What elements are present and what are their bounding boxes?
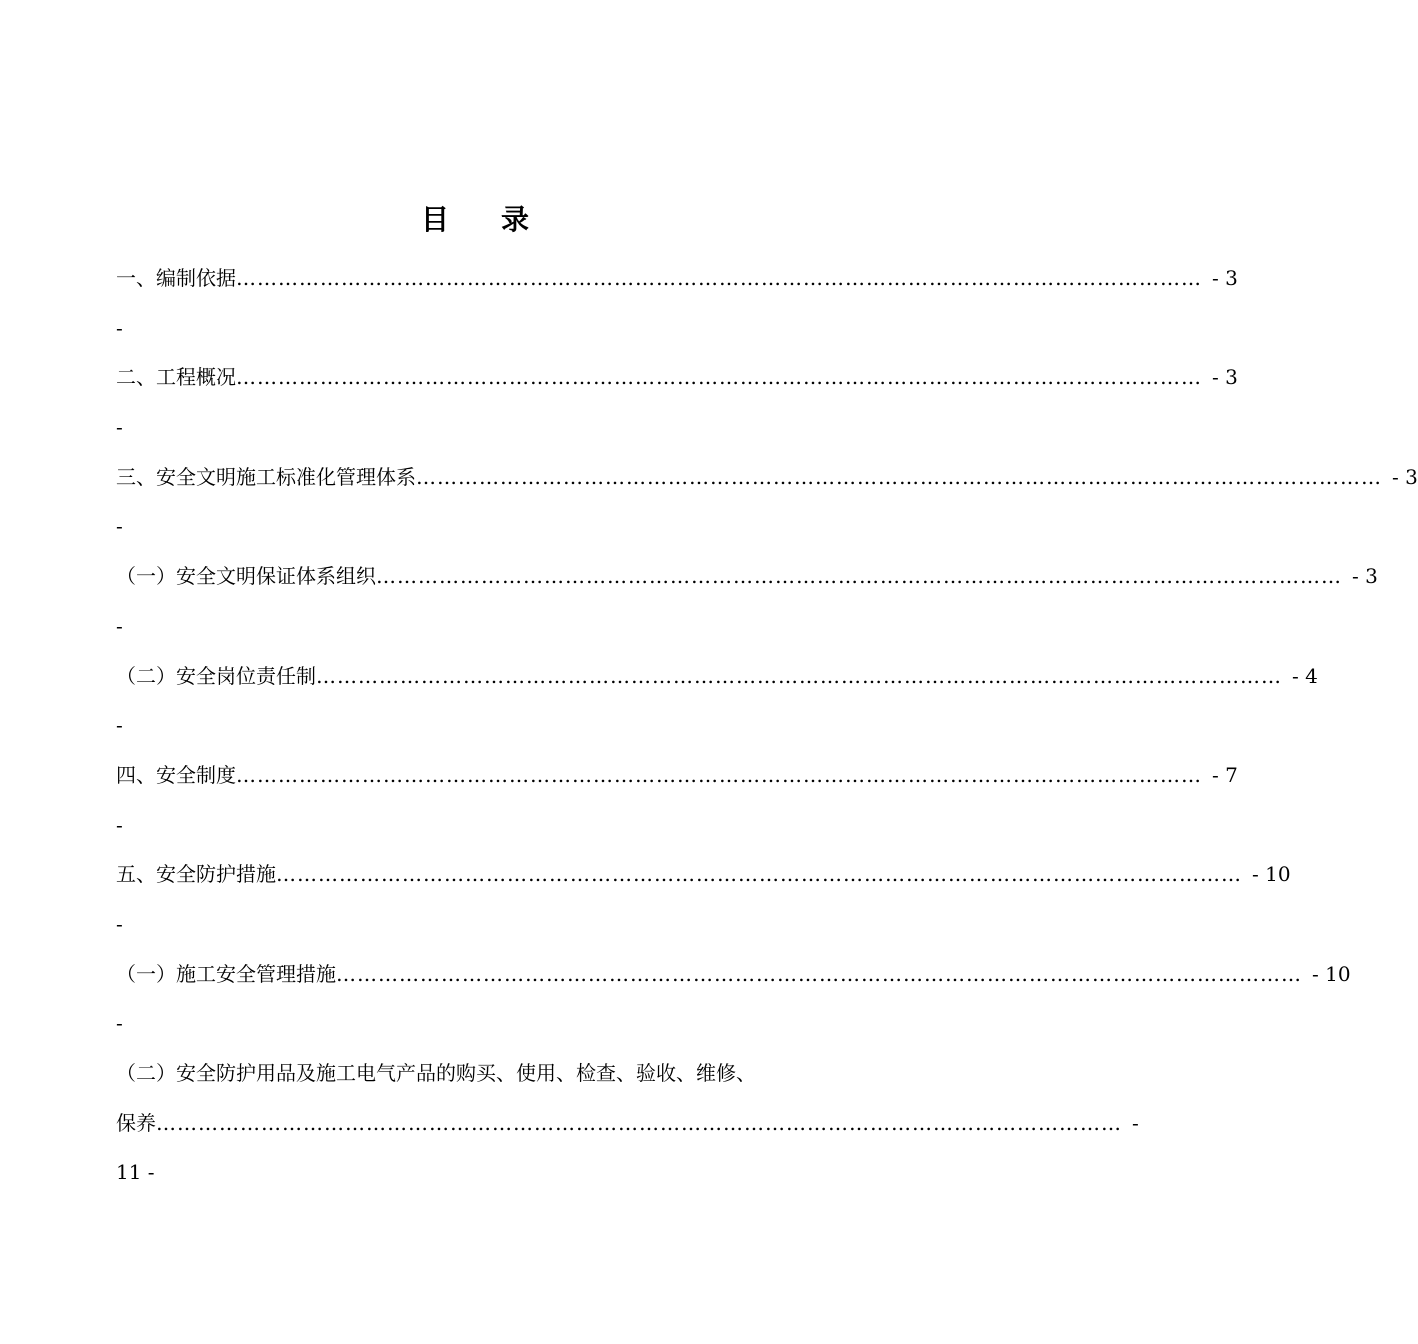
toc-entry-label: 二、工程概况 xyxy=(116,365,236,390)
toc-entry[interactable] xyxy=(116,751,1238,850)
toc-entry[interactable] xyxy=(116,254,1238,353)
toc-entry-label: 三、安全文明施工标准化管理体系 xyxy=(116,464,416,489)
toc-entry-page: - xyxy=(1132,1110,1139,1135)
toc-entry-page: - 3 xyxy=(1212,266,1238,290)
toc-entry[interactable] xyxy=(116,552,1378,651)
toc-entry-label: 四、安全制度 xyxy=(116,762,236,787)
toc-entry-page: - 3 xyxy=(1392,464,1418,489)
toc-entry-page-continuation: - xyxy=(116,514,123,539)
toc-entry-page-continuation: - xyxy=(116,1011,123,1036)
toc-entry[interactable] xyxy=(116,652,1318,751)
toc-entry-label: （二）安全岗位责任制 xyxy=(116,663,316,688)
toc-entry-label: （一）施工安全管理措施 xyxy=(116,961,336,986)
toc-entry-page-continuation: - xyxy=(116,713,123,738)
toc-entry-page-continuation: - xyxy=(116,315,123,340)
toc-title: 目录 xyxy=(420,203,581,236)
toc-entry-page-continuation: - xyxy=(116,911,123,936)
toc-entry-page: - 3 xyxy=(1212,365,1238,390)
dot-leader: ………………………………………………………………………………………………………………………… xyxy=(236,762,1202,787)
toc-entry-label-line2: 保养 xyxy=(116,1110,156,1135)
toc-entry-page-continuation: - xyxy=(116,415,123,440)
toc-entry-label: 一、编制依据 xyxy=(116,266,236,290)
dot-leader: ………………………………………………………………………………………………………………………… xyxy=(236,266,1202,290)
toc-entry-label: 五、安全防护措施 xyxy=(116,862,276,887)
toc-entry[interactable] xyxy=(116,453,1418,552)
toc-entry[interactable] xyxy=(116,353,1238,452)
dot-leader: ………………………………………………………………………………………………………………………… xyxy=(416,464,1382,489)
dot-leader: ………………………………………………………………………………………………………………………… xyxy=(276,862,1242,887)
dot-leader: ………………………………………………………………………………………………………………………… xyxy=(316,663,1282,688)
toc-entry[interactable] xyxy=(116,850,1291,949)
dot-leader: ………………………………………………………………………………………………………………………… xyxy=(336,961,1302,986)
toc-entry-page: - 4 xyxy=(1292,663,1318,688)
toc-entry-label: （一）安全文明保证体系组织 xyxy=(116,564,376,589)
toc-entry-page: - 10 xyxy=(1312,961,1351,986)
toc-entry-page-continuation: 11 - xyxy=(116,1160,155,1185)
dot-leader: ………………………………………………………………………………………………………………………… xyxy=(236,365,1202,390)
toc-entry-label-line1: （二）安全防护用品及施工电气产品的购买、使用、检查、验收、维修、 xyxy=(116,1061,756,1085)
toc-entry-page: - 10 xyxy=(1252,862,1291,887)
toc-entry-page-continuation: - xyxy=(116,613,123,638)
toc-entry-page: - 7 xyxy=(1212,762,1238,787)
dot-leader: ………………………………………………………………………………………………………………………… xyxy=(156,1110,1122,1135)
toc-entry-multiline[interactable] xyxy=(116,1049,1139,1198)
toc-entry-page-continuation: - xyxy=(116,812,123,837)
toc-entry[interactable] xyxy=(116,950,1351,1049)
toc-entry-page: - 3 xyxy=(1352,564,1378,589)
table-of-contents xyxy=(116,254,1418,1198)
dot-leader: ………………………………………………………………………………………………………………………… xyxy=(376,564,1342,589)
